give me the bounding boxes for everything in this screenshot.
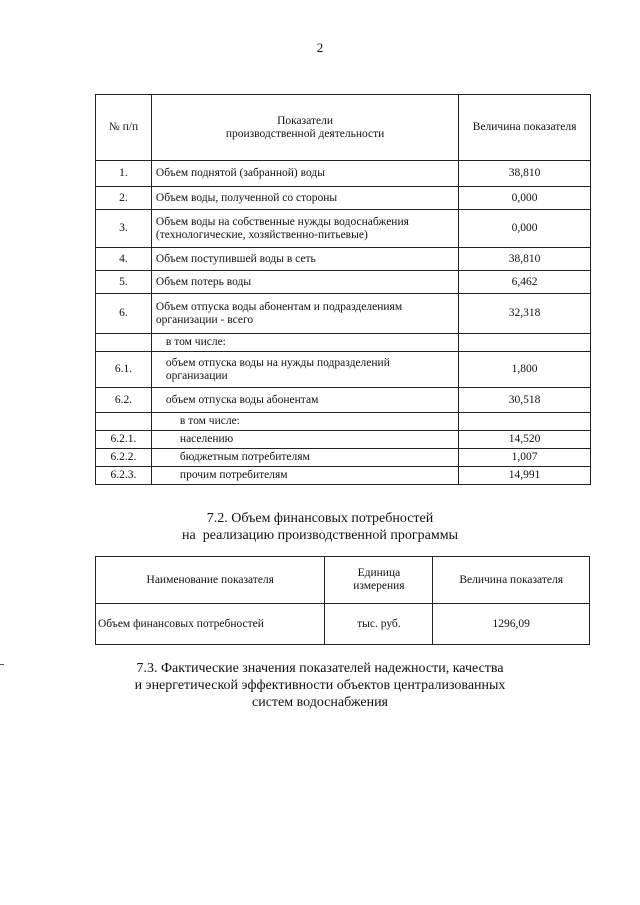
section-7-3-line3: систем водоснабжения bbox=[251, 695, 388, 710]
row-num: 5. bbox=[96, 271, 152, 294]
row-value: 1296,09 bbox=[433, 604, 590, 645]
row-value: 38,810 bbox=[459, 161, 591, 187]
table-row bbox=[96, 271, 591, 294]
table-row bbox=[96, 248, 591, 271]
row-indicator: объем отпуска воды абонентам bbox=[151, 388, 458, 413]
table-row bbox=[96, 413, 591, 431]
table-row bbox=[96, 161, 591, 187]
header-unit-line2: измерения bbox=[353, 580, 405, 592]
margin-mark bbox=[0, 664, 4, 665]
table-row bbox=[96, 467, 591, 485]
row-num: 6.2.2. bbox=[96, 449, 152, 467]
row-num: 1. bbox=[96, 161, 152, 187]
table-header-row bbox=[96, 95, 591, 161]
table-row bbox=[96, 604, 590, 645]
row-indicator: в том числе: bbox=[151, 334, 458, 352]
section-7-3-title bbox=[0, 660, 640, 711]
row-value: 32,318 bbox=[459, 294, 591, 334]
section-7-3-line2: и энергетической эффективности объектов централизованных bbox=[134, 678, 506, 693]
header-num: № п/п bbox=[96, 95, 152, 161]
row-num: 6.2. bbox=[96, 388, 152, 413]
row-indicator: Объем воды на собственные нужды водоснабжения (технологические, хозяйственно-питьевые) bbox=[151, 210, 458, 248]
row-name: Объем финансовых потребностей bbox=[96, 604, 325, 645]
row-value: 30,518 bbox=[459, 388, 591, 413]
header-value: Величина показателя bbox=[459, 95, 591, 161]
table-row bbox=[96, 388, 591, 413]
row-value bbox=[459, 413, 591, 431]
row-unit: тыс. руб. bbox=[325, 604, 433, 645]
row-value: 6,462 bbox=[459, 271, 591, 294]
header-unit bbox=[325, 557, 433, 604]
table-row bbox=[96, 294, 591, 334]
row-value: 38,810 bbox=[459, 248, 591, 271]
row-indicator: Объем отпуска воды абонентам и подразделениям организации - всего bbox=[151, 294, 458, 334]
row-num: 4. bbox=[96, 248, 152, 271]
row-indicator: Объем поднятой (забранной) воды bbox=[151, 161, 458, 187]
row-value bbox=[459, 334, 591, 352]
header-name: Наименование показателя bbox=[96, 557, 325, 604]
row-num: 6. bbox=[96, 294, 152, 334]
table-row bbox=[96, 449, 591, 467]
table-row bbox=[96, 210, 591, 248]
financial-needs-table bbox=[95, 556, 590, 645]
header-unit-line1: Единица bbox=[357, 567, 401, 579]
row-num: 2. bbox=[96, 187, 152, 210]
row-num: 6.1. bbox=[96, 352, 152, 388]
row-value: 1,800 bbox=[459, 352, 591, 388]
row-indicator: прочим потребителям bbox=[151, 467, 458, 485]
row-num: 6.2.1. bbox=[96, 431, 152, 449]
table-row bbox=[96, 334, 591, 352]
row-indicator: в том числе: bbox=[151, 413, 458, 431]
section-7-2-title bbox=[0, 510, 640, 544]
row-indicator: Объем воды, полученной со стороны bbox=[151, 187, 458, 210]
header-indicators-line2: производственной деятельности bbox=[225, 127, 385, 140]
row-value: 0,000 bbox=[459, 210, 591, 248]
section-7-2-line2: на реализацию производственной программы bbox=[182, 528, 458, 543]
row-indicator: населению bbox=[151, 431, 458, 449]
row-num bbox=[96, 334, 152, 352]
row-value: 14,520 bbox=[459, 431, 591, 449]
table-row bbox=[96, 187, 591, 210]
production-indicators-table bbox=[95, 94, 591, 485]
row-num bbox=[96, 413, 152, 431]
row-indicator: бюджетным потребителям bbox=[151, 449, 458, 467]
table-row bbox=[96, 431, 591, 449]
row-value: 0,000 bbox=[459, 187, 591, 210]
row-value: 14,991 bbox=[459, 467, 591, 485]
row-indicator: Объем поступившей воды в сеть bbox=[151, 248, 458, 271]
header-indicators bbox=[151, 95, 458, 161]
page-number: 2 bbox=[316, 40, 324, 55]
row-indicator: Объем потерь воды bbox=[151, 271, 458, 294]
row-indicator: объем отпуска воды на нужды подразделений организации bbox=[151, 352, 458, 388]
row-num: 3. bbox=[96, 210, 152, 248]
section-7-2-line1: 7.2. Объем финансовых потребностей bbox=[206, 511, 434, 526]
section-7-3-line1: 7.3. Фактические значения показателей надежности, качества bbox=[136, 661, 504, 676]
table-header-row bbox=[96, 557, 590, 604]
row-value: 1,007 bbox=[459, 449, 591, 467]
header-indicators-line1: Показатели bbox=[277, 114, 334, 127]
header-value: Величина показателя bbox=[433, 557, 590, 604]
table-row bbox=[96, 352, 591, 388]
row-num: 6.2.3. bbox=[96, 467, 152, 485]
